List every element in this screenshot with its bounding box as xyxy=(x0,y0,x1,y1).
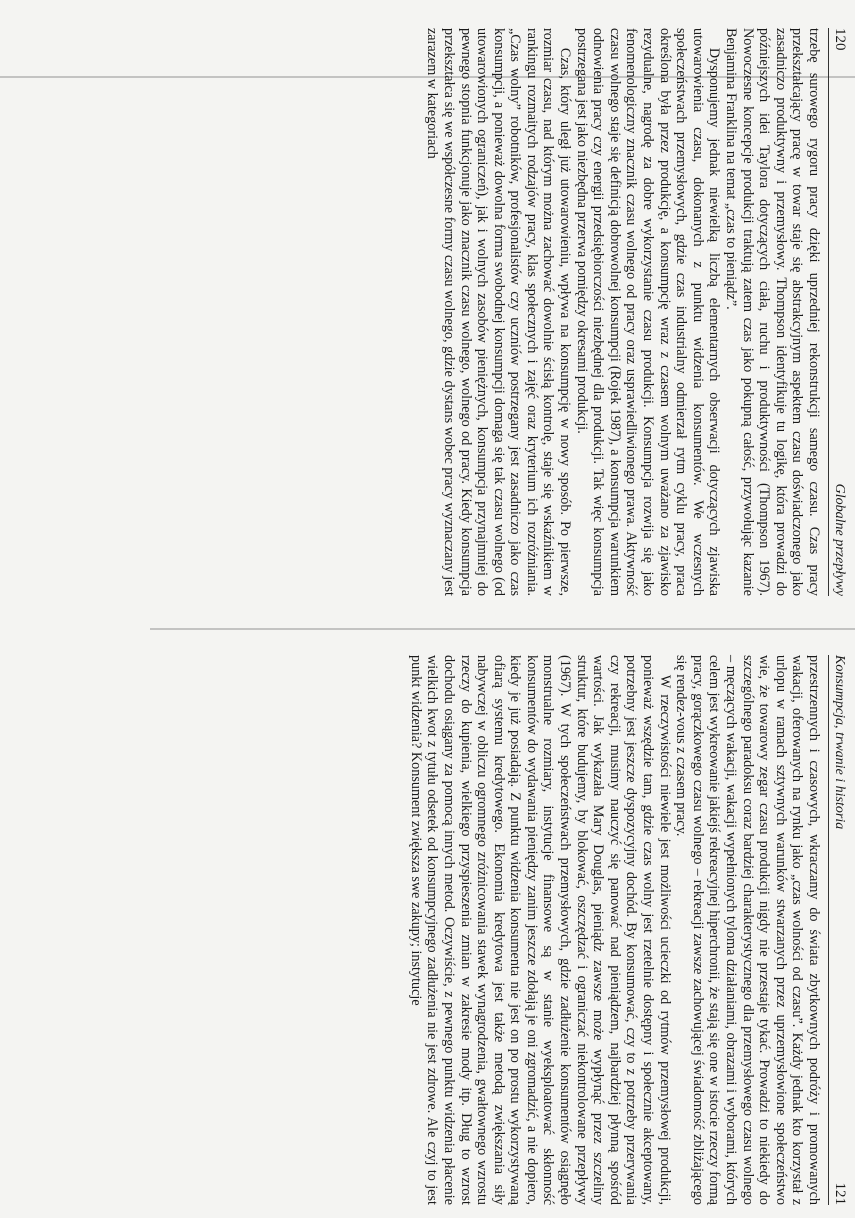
left-running-head xyxy=(828,28,848,596)
right-running-head xyxy=(828,655,848,1205)
left-body-text xyxy=(424,28,822,596)
running-title: Globalne przepływy xyxy=(832,483,847,596)
page-number: 121 xyxy=(832,1182,848,1205)
scan-edge-line-middle xyxy=(150,628,855,630)
right-body-text xyxy=(407,655,822,1205)
right-page xyxy=(108,655,848,1205)
paragraph: Czas, który uległ już utowarowieniu, wpływa na konsumpcję w nowy sposób. Po pierwsze, rozmiar czasu, nad którym można zachować dowolnie ścisłą kontrolę, staje się wskaźnikiem w rankingu rozmaitych rodzajów pracy, klas społecznych i zajęć oraz kryterium ich rozróżniania. „Czas wolny” robotników, profesjonalistów czy uczniów postrzegany jest zasadniczo jako czas konsumpcji, a ponieważ dowolna forma swobodnej konsumpcji domaga się tak czasu wolnego (od utowarowionych ograniczeń), jak i wolnych zasobów pieniężnych, konsumpcja przynajmniej do pewnego stopnia funkcjonuje jako znacznik czasu wolnego, wolnego od pracy. Kiedy konsumpcja przekształca się we współczesne formy czasu wolnego, gdzie dystans wobec pracy wyznaczany jest zarazem w kategoriach xyxy=(424,28,574,596)
running-title: Konsumpcja, trwanie i historia xyxy=(832,655,847,830)
left-page xyxy=(108,28,848,596)
page-number: 120 xyxy=(832,28,848,51)
paragraph: trzebę surowego rygoru pracy dzięki uprzedniej rekonstrukcji samego czasu. Czas pracy przekształcający pracę w towar staje się abstrakcyjnym aspektem czasu doświadczonego jako zasadniczo produktywny i przemysłowy. Thompson identyfikuje tu logikę, która prowadzi do późniejszych idei Taylora dotyczących ciała, ruchu i produktywności (Thompson 1967). Nowoczesne koncepcje produkcji traktują zatem czas jako pokupną całość, przywołując kazanie Benjamina Franklina na temat „czas to pieniądz”. xyxy=(723,28,822,596)
paragraph: przestrzennych i czasowych, wkraczamy do świata zbytkownych podróży i promowanych wakacji, oferowanych na rynku jako „czas wolności od czasu”. Każdy jednak kto korzystał z urlopu w ramach sztywnych warunków stwarzanych przez uprzemysłowione społeczeństwo wie, że towarowy zegar czasu produkcji nigdy nie przestaje tykać. Prowadzi to niekiedy do szczególnego paradoksu coraz bardziej charakterystycznego dla przemysłowego czasu wolnego – męczących wakacji, wakacji wypełnionych tyloma działaniami, obrazami i wyborami, których celem jest wykreowanie jakiejś rekreacyjnej hiperchronii, że stają się one w istocie rzeczy formą pracy, gorączkowego czasu wolnego – rekreacji zawsze zachowującej świadomość zbliżającego się rendez-vous z czasem pracy. xyxy=(673,655,822,1205)
paragraph: W rzeczywistości niewiele jest możliwości ucieczki od rytmów przemysłowej produkcji, ponieważ wszędzie tam, gdzie czas wolny jest rzetelnie dostępny i społecznie akceptowany, potrzebny jest jeszcze dyspozycyjny dochód. By konsumować, czy to z potrzeby przerywania czy rekreacji, musimy nauczyć się panować nad pieniądzem, najbardziej płynną spośród wartości. Jak wykazała Mary Douglas, pieniądz zawsze może wypłynąć przez szczeliny struktur, które budujemy, by blokować, oszczędzać i ograniczać niekontrolowane przepływy (1967). W tych społeczeństwach przemysłowych, gdzie zadłużenie konsumentów osiągnęło monstrualne rozmiary, instytucje finansowe są w stanie wyeksploatować skłonność konsumentów do wydawania pieniędzy zanim jeszcze zdołają je oni zgromadzić, a nie dopiero, kiedy je już posiadają. Z punktu widzenia konsumenta nie jest on po prostu wykorzystywaną ofiarą systemu kredytowego. Ekonomia kredytowa jest także metodą zwiększania siły nabywczej w obliczu ogromnego zróżnicowania stawek wynagrodzenia, gwałtownego wzrostu rzeczy do kupienia, wielkiego przyspieszenia zmian w zakresie mody itp. Dług to wzrost dochodu osiągany za pomocą innych metod. Oczywiście, z pewnego punktu widzenia płacenie wielkich kwot z tytułu odsetek od konsumpcyjnego zadłużenia nie jest zdrowe. Ale czyj to jest punkt widzenia? Konsument zwiększa swe zakupy; instytucje xyxy=(407,655,673,1205)
paragraph: Dysponujemy jednak niewielką liczbą elementarnych obserwacji dotyczących zjawiska utowarowienia czasu, dokonanych z punktu widzenia konsumentów. We wczesnych społeczeństwach przemysłowych, gdzie czas industrialny odmierzał rytm cyklu pracy, praca określona była przez produkcję, a konsumpcję wraz z czasem wolnym uważano za zjawisko rezydualne, nagrodę za dobre wykorzystanie czasu produkcji. Konsumpcja rozwija się jako fenomenologiczny znacznik czasu wolnego od pracy oraz usprawiedliwionego prawa. Aktywność czasu wolnego staje się definicją dobrowolnej konsumpcji (Rojek 1987), a konsumpcja warunkiem odnowienia pracy czy energii przedsiębiorczości niezbędnej dla produkcji. Tak więc konsumpcja postrzegana jest jako niezbędna przerwa pomiędzy okresami produkcji. xyxy=(573,28,723,596)
